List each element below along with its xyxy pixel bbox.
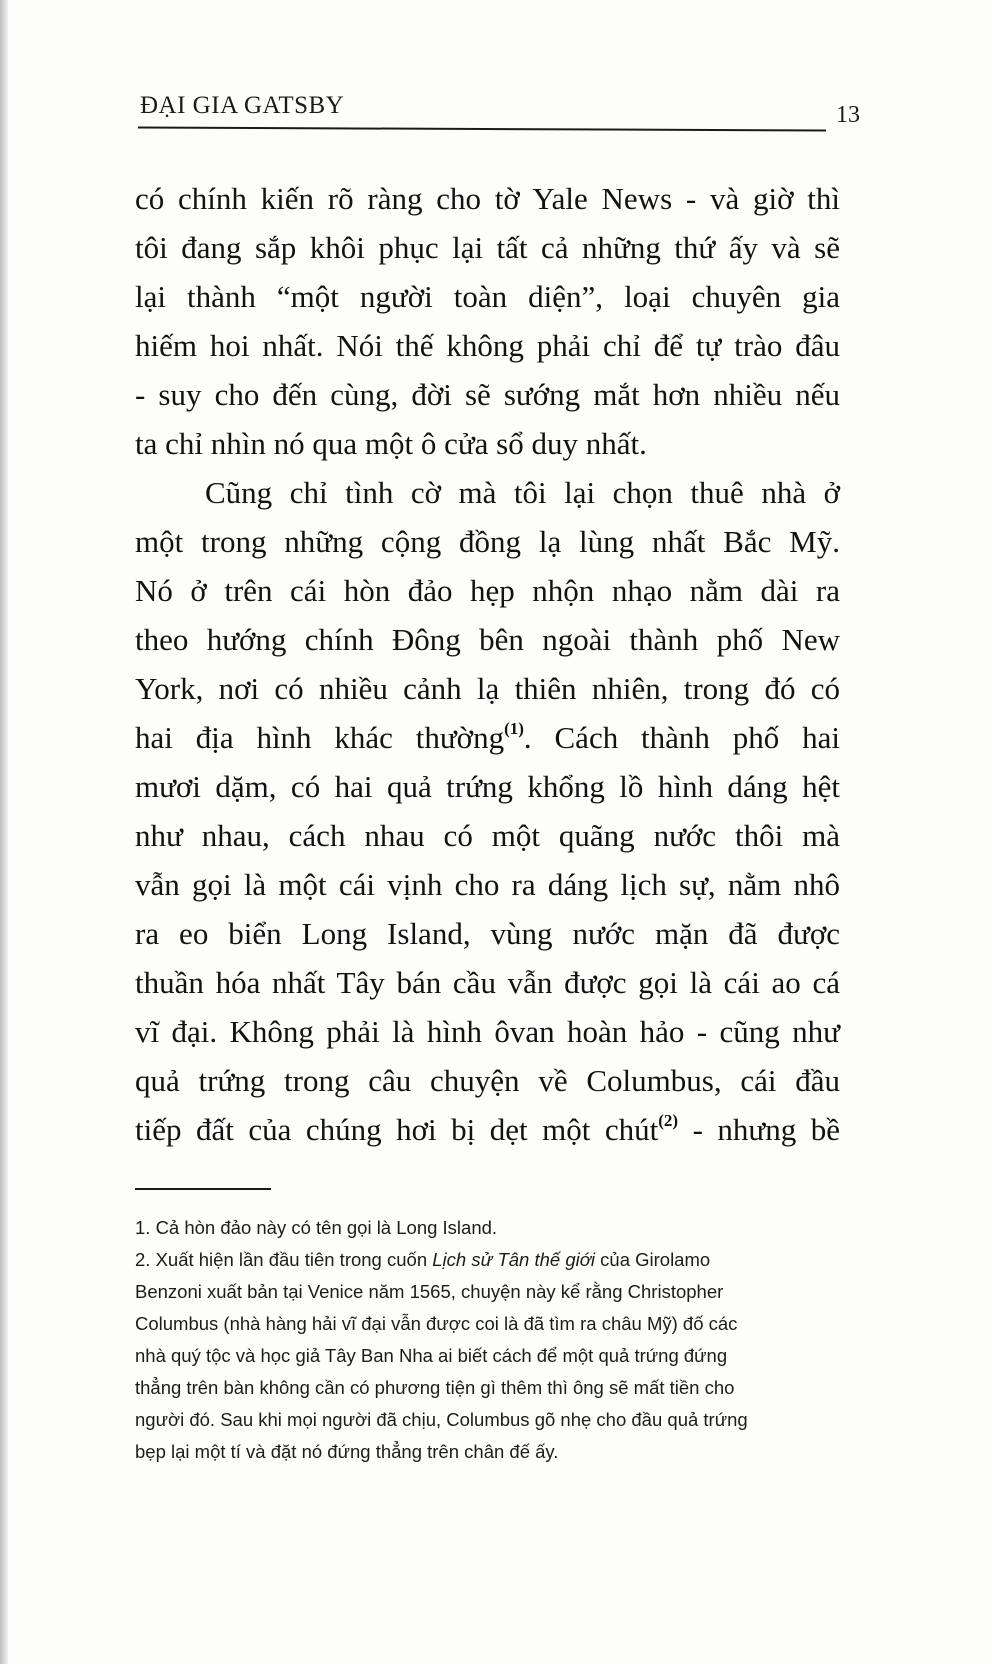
body-line-part: hai địa hình khác thường	[135, 720, 505, 755]
body-line-part: . Cách thành phố hai	[523, 720, 840, 755]
body-line: ta chỉ nhìn nó qua một ô cửa sổ duy nhất.	[135, 426, 647, 461]
footnote-2-line: người đó. Sau khi mọi người đã chịu, Columbus gõ nhẹ cho đầu quả trứng	[135, 1409, 748, 1430]
body-line: vẫn gọi là một cái vịnh cho ra dáng lịch sự, nằm nhô	[135, 867, 840, 902]
footnote-2-line: thẳng trên bàn không cần có phương tiện gì thêm thì ông sẽ mất tiền cho	[135, 1377, 735, 1398]
body-line: tôi đang sắp khôi phục lại tất cả những thứ ấy và sẽ	[135, 230, 840, 265]
body-line: theo hướng chính Đông bên ngoài thành phố New	[135, 622, 840, 657]
scan-edge-shadow	[0, 0, 8, 1664]
body-line: Nó ở trên cái hòn đảo hẹp nhộn nhạo nằm dài ra	[135, 573, 840, 608]
body-line: quả trứng trong câu chuyện về Columbus, cái đầu	[135, 1063, 840, 1098]
footnote-2-line: bẹp lại một tí và đặt nó đứng thẳng trên chân đế ấy.	[135, 1441, 559, 1462]
footnote-2-prefix: 2. Xuất hiện lần đầu tiên trong cuốn	[135, 1249, 433, 1270]
body-line: hiếm hoi nhất. Nói thế không phải chỉ để tự trào đâu	[135, 328, 840, 363]
footnote-2-first-line	[135, 1244, 835, 1276]
page-header	[140, 88, 860, 132]
footnote-1: 1. Cả hòn đảo này có tên gọi là Long Island.	[135, 1217, 498, 1238]
body-line: có chính kiến rõ ràng cho tờ Yale News - và giờ thì	[135, 181, 840, 216]
body-line: - suy cho đến cùng, đời sẽ sướng mắt hơn nhiều nếu	[135, 377, 840, 412]
footnotes	[135, 1212, 835, 1468]
footnote-mark-1: (1)	[504, 719, 524, 738]
footnote-2-line: nhà quý tộc và học giả Tây Ban Nha ai biết cách để một quả trứng đứng	[135, 1345, 728, 1366]
footnote-rule	[135, 1188, 271, 1190]
running-title: ĐẠI GIA GATSBY	[140, 92, 345, 119]
footnote-2-book-title: Lịch sử Tân thế giới	[432, 1249, 596, 1270]
body-line-part: - nhưng bề	[678, 1112, 840, 1147]
footnote-2-suffix: của Girolamo	[595, 1249, 711, 1270]
body-line: ra eo biển Long Island, vùng nước mặn đã được	[135, 916, 840, 951]
body-line: vĩ đại. Không phải là hình ôvan hoàn hảo - cũng như	[135, 1014, 840, 1049]
footnote-2-line: Benzoni xuất bản tại Venice năm 1565, chuyện này kể rằng Christopher	[135, 1281, 724, 1302]
body-line-with-footnote-1	[135, 713, 840, 762]
body-text	[135, 174, 840, 1154]
footnote-2-line: Columbus (nhà hàng hải vĩ đại vẫn được coi là đã tìm ra châu Mỹ) đố các	[135, 1313, 738, 1334]
body-line: thuần hóa nhất Tây bán cầu vẫn được gọi là cái ao cá	[135, 965, 840, 1000]
body-line: lại thành “một người toàn diện”, loại chuyên gia	[135, 279, 840, 314]
body-line-with-footnote-2	[135, 1105, 840, 1154]
body-line: York, nơi có nhiều cảnh lạ thiên nhiên, trong đó có	[135, 671, 840, 706]
body-line: như nhau, cách nhau có một quãng nước thôi mà	[135, 818, 840, 853]
body-line-part: tiếp đất của chúng hơi bị dẹt một chút	[135, 1112, 659, 1147]
body-line: mươi dặm, có hai quả trứng khổng lồ hình dáng hệt	[135, 769, 840, 804]
body-line: một trong những cộng đồng lạ lùng nhất Bắc Mỹ.	[135, 524, 840, 559]
footnote-mark-2: (2)	[658, 1111, 679, 1130]
body-line: Cũng chỉ tình cờ mà tôi lại chọn thuê nhà ở	[205, 475, 840, 510]
page-number: 13	[836, 102, 860, 128]
